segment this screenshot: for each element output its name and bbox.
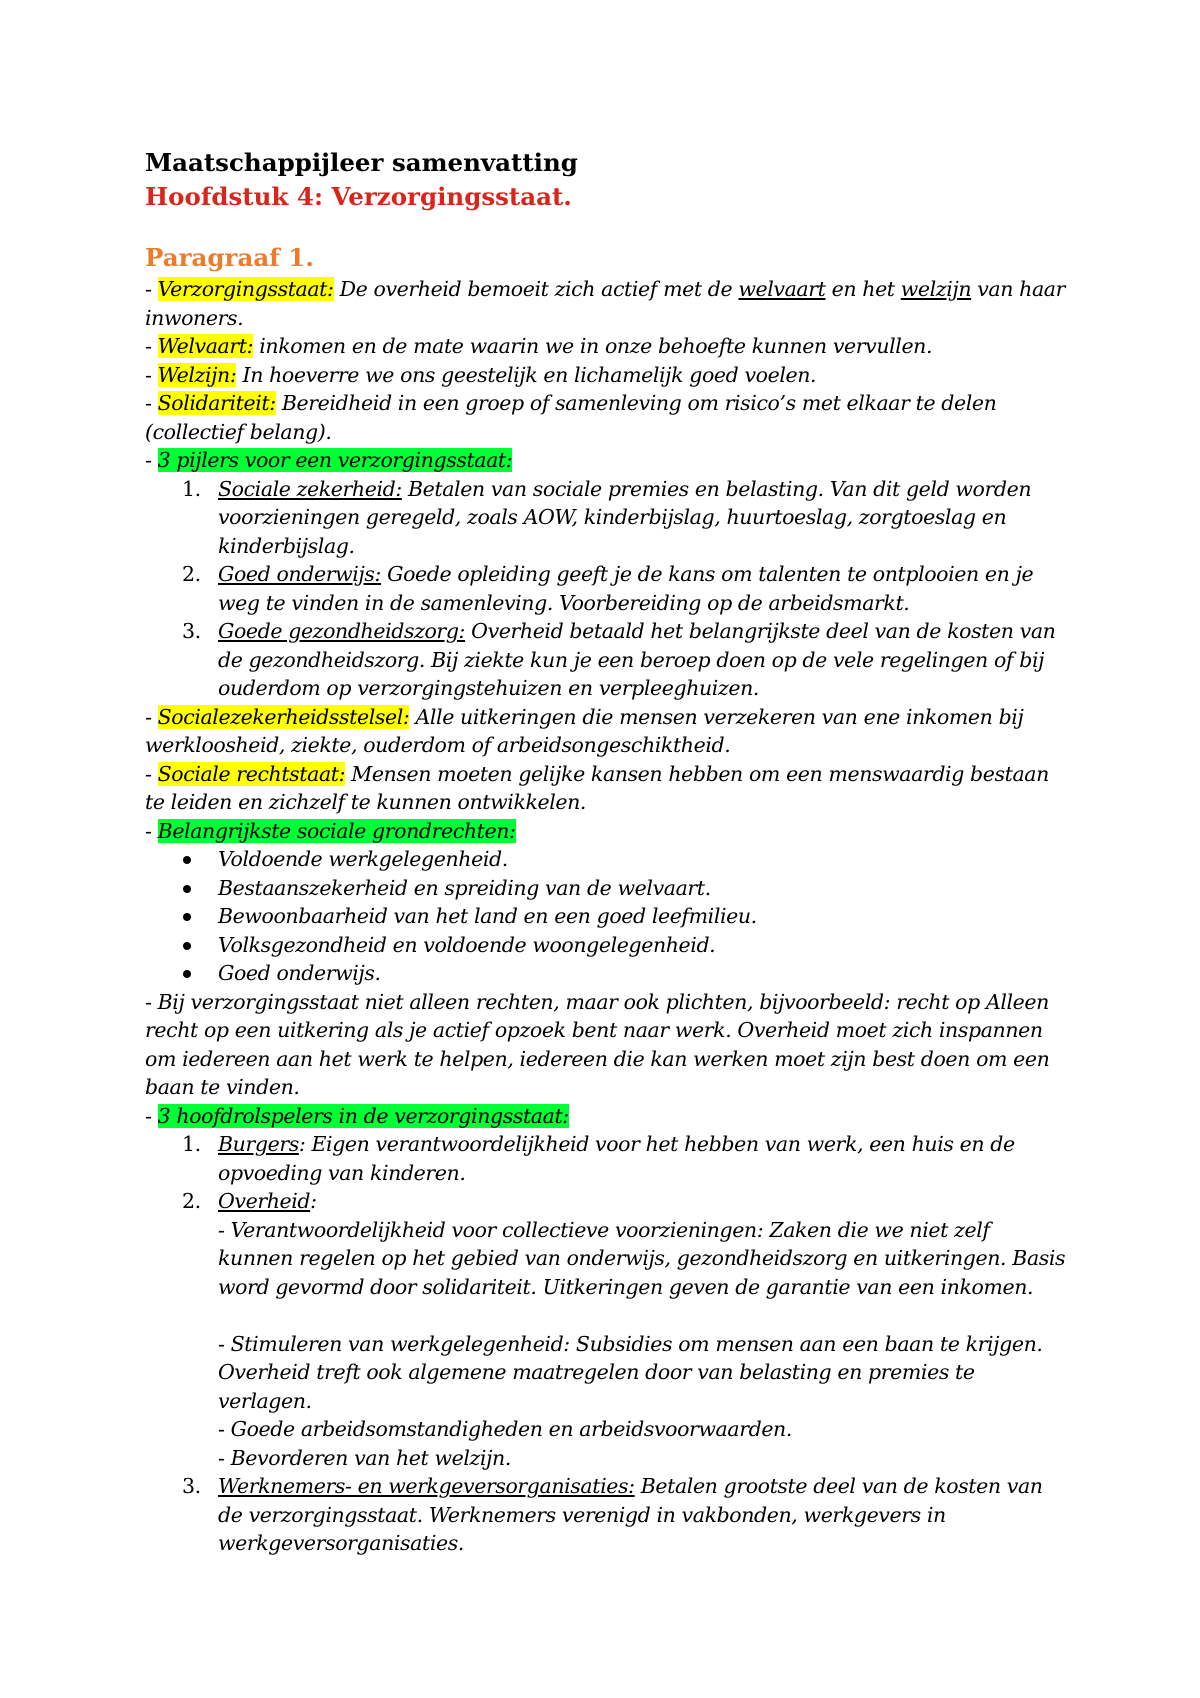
bullet-icon <box>183 885 191 893</box>
list-item: 2. Goed onderwijs: Goede opleiding geeft je de kans om talenten te ontplooien en je weg te vinden in de samenleving. Voorbereiding op de arbeidsmarkt. <box>182 562 1034 615</box>
underlined-term: welvaart <box>738 277 826 301</box>
overheid-line: - Stimuleren van werkgelegenheid: Subsidies om mensen aan een baan te krijgen. Overheid treft ook algemene maatregelen door van belasting en premies te verlagen. <box>218 1331 1043 1413</box>
document-content <box>145 146 1070 1558</box>
plichten-paragraph: - Bij verzorgingsstaat niet alleen rechten, maar ook plichten, bijvoorbeeld: recht op Alleen recht op een uitkering als je actief opzoek bent naar werk. Overheid moet zich inspannen om iedereen aan het werk te helpen, iedereen die kan werken moet zijn best doen om een baan te vinden. <box>145 989 1050 1099</box>
underlined-term: Burgers <box>218 1132 299 1156</box>
underlined-term: Werknemers- en werkgeversorganisaties: <box>218 1474 635 1498</box>
underlined-term: welzijn <box>900 277 972 301</box>
chapter-heading: Hoofdstuk 4: Verzorgingsstaat. <box>145 182 572 211</box>
definition-verzorgingsstaat: - Verzorgingsstaat: De overheid bemoeit zich actief met de welvaart en het welzijn van haar inwoners. <box>145 277 1066 330</box>
list-item: 3. Werknemers- en werkgeversorganisaties: Betalen grootste deel van de kosten van de verzorgingsstaat. Werknemers verenigd in vakbonden, werkgevers in werkgeversorganisaties. <box>182 1474 1043 1555</box>
summary-body <box>145 275 1070 1558</box>
definition-solidariteit: - Solidariteit: Bereidheid in een groep of samenleving om risico’s met elkaar te delen (collectief belang). <box>145 391 997 444</box>
section-highlight: 3 hoofdrolspelers in de verzorgingsstaat: <box>157 1103 569 1128</box>
underlined-term: Overheid <box>218 1189 311 1213</box>
paragraph-heading: Paragraaf 1. <box>145 243 314 272</box>
grondrechten-list <box>145 845 1070 988</box>
list-item: Volksgezondheid en voldoende woongelegenheid. <box>145 931 1070 960</box>
overheid-line: - Bevorderen van het welzijn. <box>218 1445 511 1470</box>
list-item: 1. Sociale zekerheid: Betalen van sociale premies en belasting. Van dit geld worden voorzieningen geregeld, zoals AOW, kinderbijslag, huurtoeslag, zorgtoeslag en kinderbijslag. <box>182 476 1032 558</box>
section-highlight: 3 pijlers voor een verzorgingsstaat: <box>157 448 513 472</box>
overheid-line: - Verantwoordelijkheid voor collectieve voorzieningen: Zaken die we niet zelf kunnen regelen op het gebied van onderwijs, gezondheidszorg en uitkeringen. Basis word gevormd door solidariteit. Uitkeringen geven de garantie van een inkomen. <box>218 1217 1066 1299</box>
grondrechten-heading: - Belangrijkste sociale grondrechten: <box>145 818 516 843</box>
term-highlight: Solidariteit: <box>157 391 276 415</box>
blank-line <box>218 1301 1070 1330</box>
term-highlight: Socialezekerheidsstelsel: <box>157 704 410 729</box>
definition-welzijn: - Welzijn: In hoeverre we ons geestelijk en lichamelijk goed voelen. <box>145 362 817 387</box>
document-title: Maatschappijleer samenvatting <box>145 148 578 177</box>
term-highlight: Sociale rechtstaat: <box>157 761 346 786</box>
overheid-line: - Goede arbeidsomstandigheden en arbeidsvoorwaarden. <box>218 1417 792 1441</box>
list-item: 2. Overheid: - Verantwoordelijkheid voor collectieve voorzieningen: Zaken die we niet zelf kunnen regelen op het gebied van onderwijs, gezondheidszorg en uitkeringen. Basis word gevormd door solidariteit. Uitkeringen geven de garantie van een inkomen. - Stimuleren van werkgelegenheid: Subsidies om mensen aan een baan te krijgen. Overheid treft ook algemene maatregelen door van belasting en premies te verlagen. - Goede arbeidsomstandigheden en arbeidsvoorwaarden. - Bevorderen van het welzijn. <box>145 1187 1070 1472</box>
underlined-term: Goed onderwijs: <box>218 562 381 586</box>
list-item: Bewoonbaarheid van het land en een goed leefmilieu. <box>145 902 1070 931</box>
term-highlight: Verzorgingsstaat: <box>157 277 334 301</box>
list-item: Voldoende werkgelegenheid. <box>145 845 1070 874</box>
list-item: 1. Burgers: Eigen verantwoordelijkheid voor het hebben van werk, een huis en de opvoeding van kinderen. <box>182 1132 1015 1185</box>
bullet-icon <box>183 970 191 978</box>
list-item: Bestaanszekerheid en spreiding van de welvaart. <box>145 874 1070 903</box>
underlined-term: Goede gezondheidszorg: <box>218 619 466 643</box>
pijlers-list <box>145 475 1070 703</box>
term-highlight: Welvaart: <box>157 334 254 358</box>
bullet-icon <box>183 856 191 864</box>
definition-stelsel: - Socialezekerheidsstelsel: Alle uitkeringen die mensen verzekeren van ene inkomen bij werkloosheid, ziekte, ouderdom of arbeidsongeschiktheid. <box>145 704 1024 757</box>
term-highlight: Welzijn: <box>157 362 237 387</box>
underlined-term: Sociale zekerheid: <box>218 476 402 501</box>
bullet-icon <box>183 913 191 921</box>
definition-rechtstaat: - Sociale rechtstaat: Mensen moeten gelijke kansen hebben om een menswaardig bestaan te leiden en zichzelf te kunnen ontwikkelen. <box>145 761 1049 814</box>
hoofdrolspelers-list <box>145 1130 1070 1558</box>
bullet-icon <box>183 942 191 950</box>
section-highlight: Belangrijkste sociale grondrechten: <box>157 818 516 843</box>
list-item: Goed onderwijs. <box>145 959 1070 988</box>
definition-welvaart: - Welvaart: inkomen en de mate waarin we in onze behoefte kunnen vervullen. <box>145 334 933 358</box>
pijlers-heading: - 3 pijlers voor een verzorgingsstaat: <box>145 448 513 472</box>
list-item: 3. Goede gezondheidszorg: Overheid betaald het belangrijkste deel van de kosten van de gezondheidszorg. Bij ziekte kun je een beroep doen op de vele regelingen of bij ouderdom op verzorgingstehuizen en verpleeghuizen. <box>182 619 1056 700</box>
hoofdrolspelers-heading: - 3 hoofdrolspelers in de verzorgingsstaat: <box>145 1103 569 1128</box>
